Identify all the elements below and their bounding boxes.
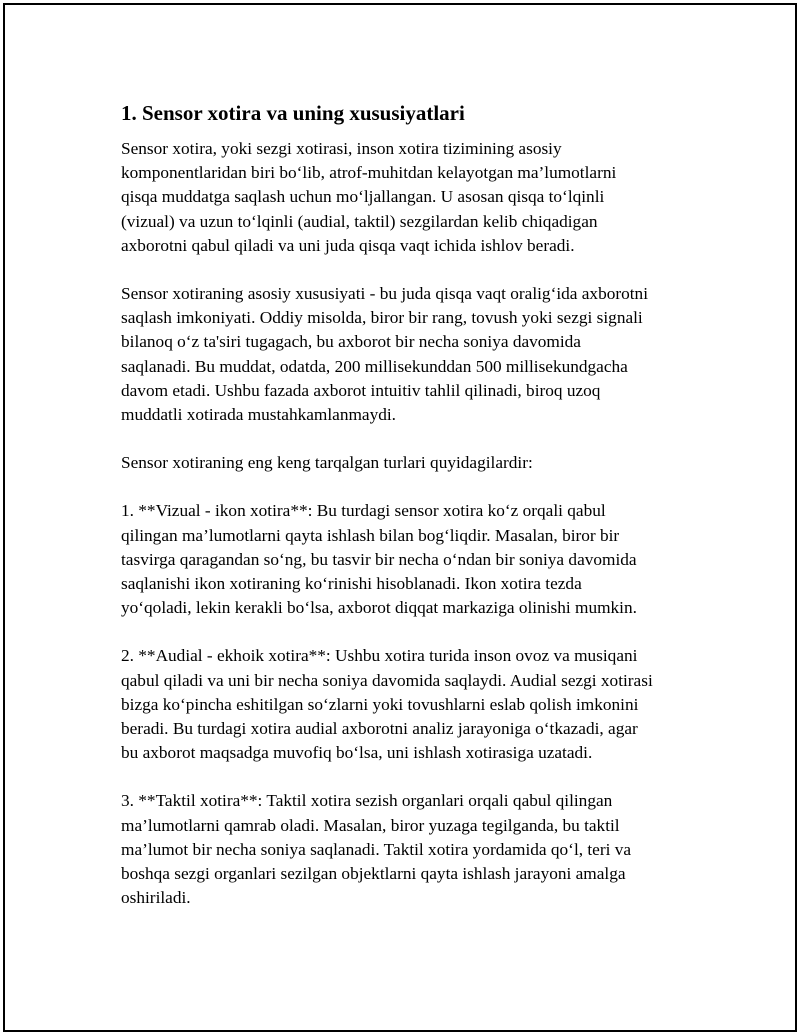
text-line: bu axborot maqsadga muvofiq bo‘lsa, uni ishlash xotirasiga uzatadi. [121,743,593,763]
text-line: boshqa sezgi organlari sezilgan objektlarni qayta ishlash jarayoni amalga [121,864,626,884]
text-line: beradi. Bu turdagi xotira audial axborotni analiz jarayoniga o‘tkazadi, agar [121,719,638,739]
page-frame [3,3,797,1032]
text-line: ma’lumot bir necha soniya saqlanadi. Taktil xotira yordamida qo‘l, teri va [121,839,632,859]
text-line: oshiriladi. [121,888,191,908]
paragraph-list [121,137,701,910]
document-body [121,99,701,934]
text-line: yo‘qoladi, lekin kerakli bo‘lsa, axborot diqqat markaziga olinishi mumkin. [121,598,637,618]
text-line: Sensor xotira, yoki sezgi xotirasi, inson xotira tizimining asosiy [121,139,562,158]
text-line: 2. **Audial - ekhoik xotira**: Ushbu xotira turida inson ovoz va musiqani [121,646,638,666]
paragraph [121,282,701,427]
text-line: saqlanishi ikon xotiraning ko‘rinishi hisoblanadi. Ikon xotira tezda [121,574,582,594]
text-line: (vizual) va uzun to‘lqinli (audial, taktil) sezgilardan kelib chiqadigan [121,211,598,231]
paragraph [121,451,701,475]
text-line: Sensor xotiraning asosiy xususiyati - bu juda qisqa vaqt oralig‘ida axborotni [121,284,648,304]
text-line: komponentlaridan biri bo‘lib, atrof-muhitdan kelayotgan ma’lumotlarni [121,163,617,183]
text-line: bizga ko‘pincha eshitilgan so‘zlarni yoki tovushlarni eslab qolish imkonini [121,694,639,714]
text-line: 3. **Taktil xotira**: Taktil xotira sezish organlari orqali qabul qilingan [121,791,613,811]
text-line: qilingan ma’lumotlarni qayta ishlash bilan bog‘liqdir. Masalan, biror bir [121,525,620,545]
text-line: ma’lumotlarni qamrab oladi. Masalan, biror yuzaga tegilganda, bu taktil [121,815,620,835]
text-line: axborotni qabul qiladi va uni juda qisqa vaqt ichida ishlov beradi. [121,235,575,255]
text-line: davom etadi. Ushbu fazada axborot intuitiv tahlil qilinadi, biroq uzoq [121,380,601,400]
text-line: Sensor xotiraning eng keng tarqalgan turlari quyidagilardir: [121,453,533,473]
text-line: muddatli xotirada mustahkamlanmaydi. [121,405,396,425]
text-line: qisqa muddatga saqlash uchun mo‘ljallangan. U asosan qisqa to‘lqinli [121,187,605,207]
paragraph [121,789,701,910]
text-line: qabul qiladi va uni bir necha soniya davomida saqlaydi. Audial sezgi xotirasi [121,670,653,690]
paragraph [121,644,701,765]
text-line: saqlanadi. Bu muddat, odatda, 200 millisekunddan 500 millisekundgacha [121,356,628,376]
text-line: bilanoq o‘z ta'siri tugagach, bu axborot bir necha soniya davomida [121,332,581,352]
text-line: tasvirga qaragandan so‘ng, bu tasvir bir necha o‘ndan bir soniya davomida [121,549,637,569]
text-line: 1. **Vizual - ikon xotira**: Bu turdagi sensor xotira ko‘z orqali qabul [121,501,606,521]
paragraph [121,499,701,620]
document-title: 1. Sensor xotira va uning xususiyatlari [121,101,465,125]
paragraph [121,137,701,258]
text-line: saqlash imkoniyati. Oddiy misolda, biror bir rang, tovush yoki sezgi signali [121,308,643,328]
